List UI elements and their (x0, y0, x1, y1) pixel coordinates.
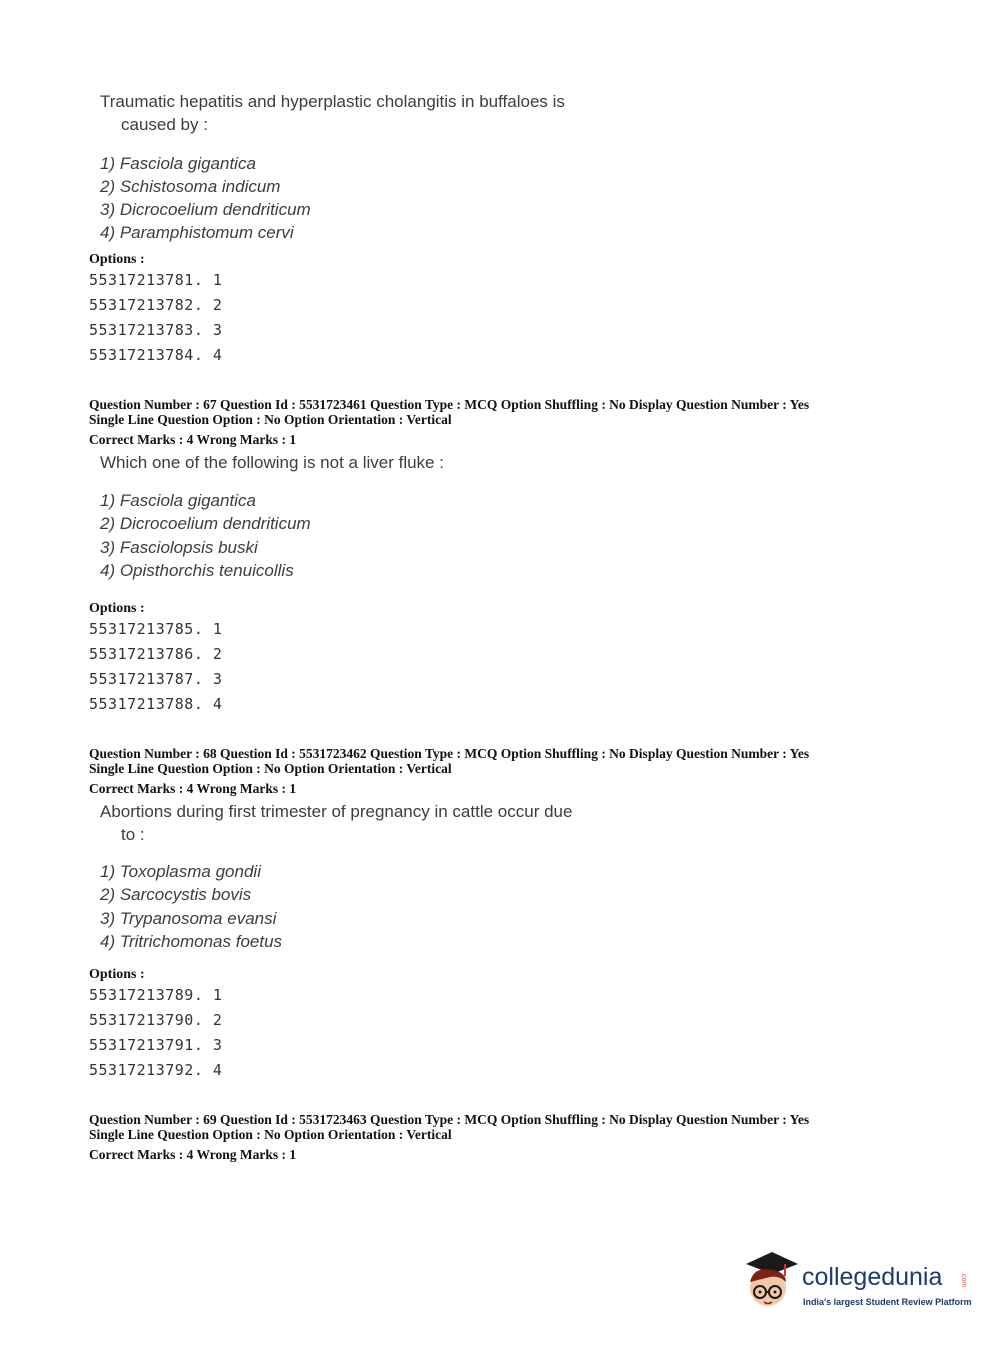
q67-option-2: 55317213786. 2 (89, 645, 223, 663)
q68-choice-1: 1) Toxoplasma gondii (100, 862, 261, 881)
q67-marks: Correct Marks : 4 Wrong Marks : 1 (89, 432, 297, 447)
question-66-line-1: Traumatic hepatitis and hyperplastic cholangitis in buffaloes is (100, 92, 565, 111)
q67-meta-line-2: Single Line Question Option : No Option Orientation : Vertical (89, 412, 452, 427)
q67-choice-3: 3) Fasciolopsis buski (100, 538, 258, 557)
q66-option-1: 55317213781. 1 (89, 271, 223, 289)
q69-marks: Correct Marks : 4 Wrong Marks : 1 (89, 1147, 297, 1162)
q67-options-label: Options : (89, 601, 145, 616)
q66-option-3: 55317213783. 3 (89, 321, 223, 339)
question-66-text (100, 90, 565, 136)
q68-options-label: Options : (89, 967, 145, 982)
q66-choice-2: 2) Schistosoma indicum (100, 177, 281, 196)
question-67-text (100, 451, 444, 474)
q66-options-label: Options : (89, 252, 145, 267)
q67-choice-1: 1) Fasciola gigantica (100, 491, 256, 510)
q68-meta-line-2: Single Line Question Option : No Option Orientation : Vertical (89, 761, 452, 776)
logo-brand-text: collegedunia (802, 1263, 943, 1291)
q67-option-3: 55317213787. 3 (89, 670, 223, 688)
question-66-line-2: caused by : (121, 115, 208, 134)
q68-option-1: 55317213789. 1 (89, 986, 223, 1004)
question-67-line-1: Which one of the following is not a liver fluke : (100, 453, 444, 472)
q67-option-4: 55317213788. 4 (89, 695, 223, 713)
q67-choice-4: 4) Opisthorchis tenuicollis (100, 561, 294, 580)
mascot-icon (742, 1250, 802, 1320)
q67-option-1: 55317213785. 1 (89, 620, 223, 638)
q68-choice-4: 4) Tritrichomonas foetus (100, 932, 283, 951)
q68-choice-2: 2) Sarcocystis bovis (100, 885, 252, 904)
q68-option-4: 55317213792. 4 (89, 1061, 223, 1079)
collegedunia-logo (742, 1250, 972, 1320)
logo-domain-suffix: .com (960, 1272, 967, 1288)
question-68-text (100, 800, 572, 846)
q66-option-2: 55317213782. 2 (89, 296, 223, 314)
q68-option-3: 55317213791. 3 (89, 1036, 223, 1054)
q68-option-2: 55317213790. 2 (89, 1011, 223, 1029)
logo-tagline: India's largest Student Review Platform (803, 1297, 972, 1307)
q66-choice-4: 4) Paramphistomum cervi (100, 223, 294, 242)
q68-marks: Correct Marks : 4 Wrong Marks : 1 (89, 781, 297, 796)
question-68-line-1: Abortions during first trimester of pregnancy in cattle occur due (100, 802, 573, 821)
question-68-line-2: to : (121, 825, 145, 844)
q67-meta-line-1: Question Number : 67 Question Id : 5531723461 Question Type : MCQ Option Shuffling : No Display Question Number : Yes (89, 397, 810, 412)
q68-choice-3: 3) Trypanosoma evansi (100, 909, 277, 928)
q69-meta-line-1: Question Number : 69 Question Id : 5531723463 Question Type : MCQ Option Shuffling : No Display Question Number : Yes (89, 1112, 810, 1127)
q68-meta-line-1: Question Number : 68 Question Id : 5531723462 Question Type : MCQ Option Shuffling : No Display Question Number : Yes (89, 746, 810, 761)
q69-meta-line-2: Single Line Question Option : No Option Orientation : Vertical (89, 1127, 452, 1142)
q66-choice-1: 1) Fasciola gigantica (100, 154, 256, 173)
q67-choice-2: 2) Dicrocoelium dendriticum (100, 514, 311, 533)
q66-choice-3: 3) Dicrocoelium dendriticum (100, 200, 311, 219)
q66-option-4: 55317213784. 4 (89, 346, 223, 364)
